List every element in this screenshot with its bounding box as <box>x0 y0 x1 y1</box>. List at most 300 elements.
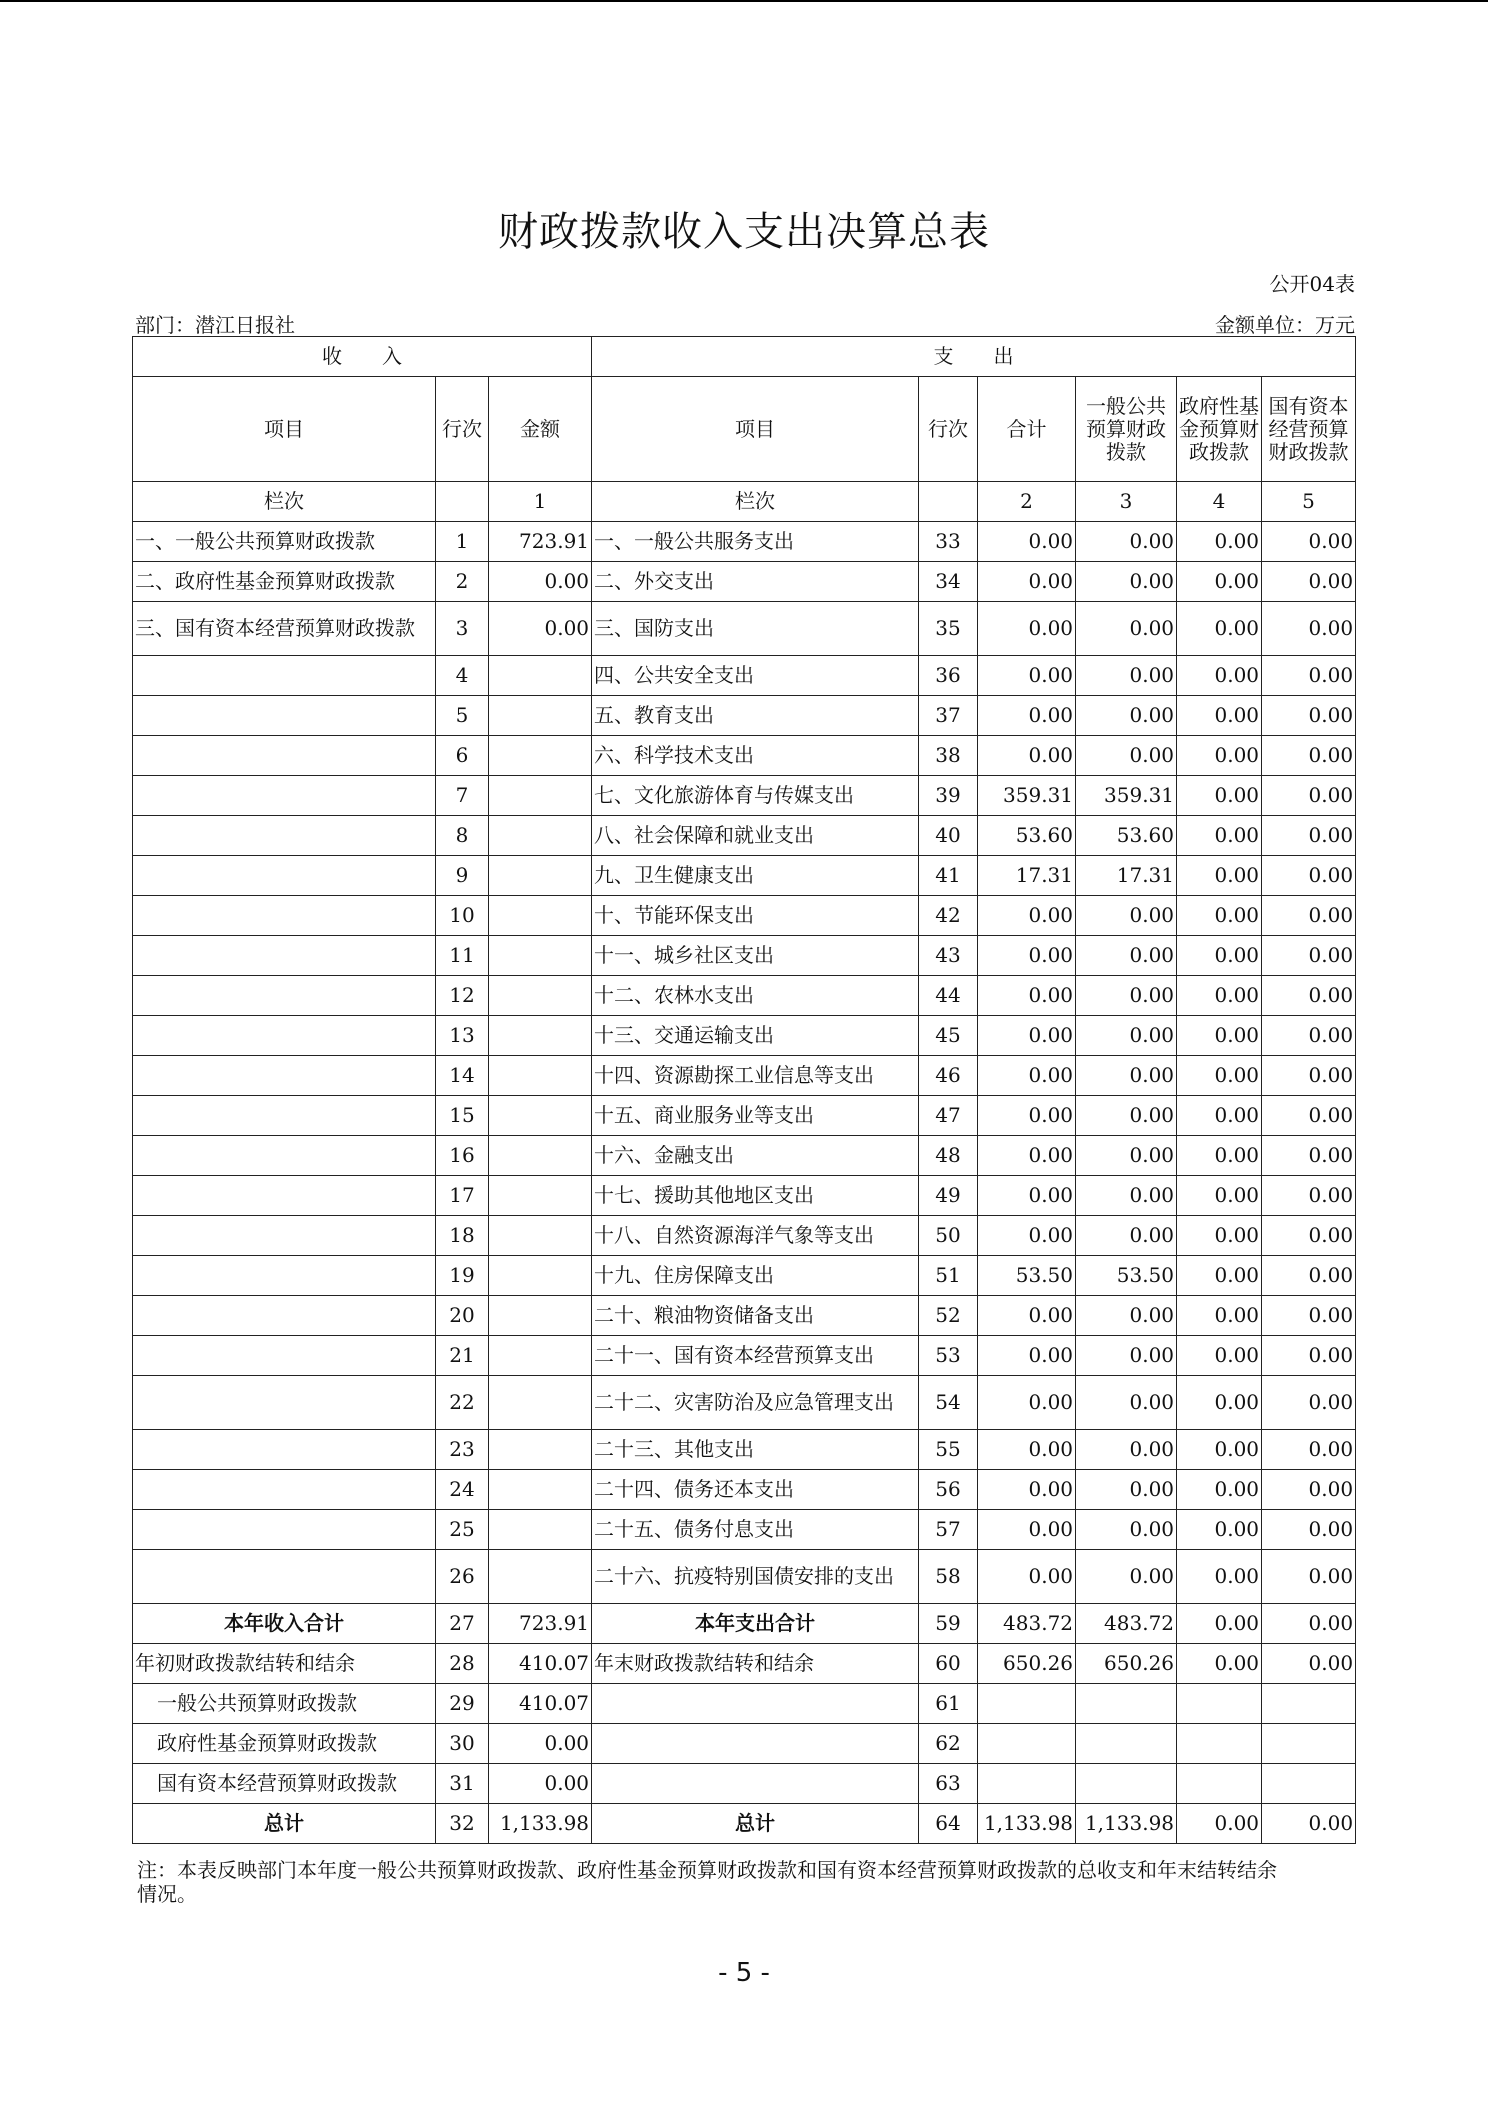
total-header: 合计 <box>978 377 1076 482</box>
expense-item-cell: 十一、城乡社区支出 <box>592 936 919 976</box>
gov-fund-cell <box>1177 1724 1262 1764</box>
gov-fund-cell: 0.00 <box>1177 602 1262 656</box>
income-line-no-cell: 31 <box>436 1764 489 1804</box>
income-amount-cell <box>489 1176 592 1216</box>
expense-item-cell: 十五、商业服务业等支出 <box>592 1096 919 1136</box>
income-amount-cell <box>489 1096 592 1136</box>
state-capital-cell: 0.00 <box>1262 1176 1356 1216</box>
table-row <box>133 602 1356 656</box>
general-budget-cell: 0.00 <box>1076 696 1177 736</box>
income-line-no-cell: 32 <box>436 1804 489 1844</box>
gov-fund-cell: 0.00 <box>1177 896 1262 936</box>
table-row <box>133 1430 1356 1470</box>
gov-fund-cell <box>1177 1764 1262 1804</box>
table-row <box>133 1604 1356 1644</box>
expense-item-cell: 十七、援助其他地区支出 <box>592 1176 919 1216</box>
expense-line-no-cell: 63 <box>919 1764 978 1804</box>
table-row <box>133 1764 1356 1804</box>
table-row <box>133 1684 1356 1724</box>
expense-item-cell: 二十二、灾害防治及应急管理支出 <box>592 1376 919 1430</box>
state-capital-cell: 0.00 <box>1262 816 1356 856</box>
col-index-3: 3 <box>1076 482 1177 522</box>
state-capital-cell: 0.00 <box>1262 696 1356 736</box>
state-capital-cell: 0.00 <box>1262 1510 1356 1550</box>
income-line-no-cell: 9 <box>436 856 489 896</box>
table-row <box>133 736 1356 776</box>
state-capital-cell: 0.00 <box>1262 562 1356 602</box>
general-budget-cell: 0.00 <box>1076 1216 1177 1256</box>
state-capital-cell <box>1262 1764 1356 1804</box>
expense-section-header: 支 出 <box>592 337 1356 377</box>
expense-line-no-cell: 48 <box>919 1136 978 1176</box>
expense-line-no-cell: 58 <box>919 1550 978 1604</box>
expense-line-no-cell: 52 <box>919 1296 978 1336</box>
expense-line-no-cell: 38 <box>919 736 978 776</box>
total-cell <box>978 1724 1076 1764</box>
general-budget-cell: 0.00 <box>1076 1296 1177 1336</box>
state-capital-cell: 0.00 <box>1262 856 1356 896</box>
col-index-empty <box>436 482 489 522</box>
expense-item-cell: 二十五、债务付息支出 <box>592 1510 919 1550</box>
total-cell: 0.00 <box>978 602 1076 656</box>
gov-fund-cell: 0.00 <box>1177 1376 1262 1430</box>
col-index-5: 5 <box>1262 482 1356 522</box>
income-item-cell <box>133 1470 436 1510</box>
col-label-income: 栏次 <box>133 482 436 522</box>
total-cell: 0.00 <box>978 1136 1076 1176</box>
state-capital-cell <box>1262 1724 1356 1764</box>
income-item-cell <box>133 1376 436 1430</box>
total-cell: 0.00 <box>978 1430 1076 1470</box>
income-line-no-cell: 1 <box>436 522 489 562</box>
income-amount-cell <box>489 1550 592 1604</box>
income-amount-cell <box>489 896 592 936</box>
income-item-cell <box>133 1016 436 1056</box>
income-item-cell: 年初财政拨款结转和结余 <box>133 1644 436 1684</box>
col-label-expense: 栏次 <box>592 482 919 522</box>
expense-line-no-cell: 56 <box>919 1470 978 1510</box>
gov-fund-cell: 0.00 <box>1177 1016 1262 1056</box>
income-item-cell <box>133 776 436 816</box>
general-budget-cell: 650.26 <box>1076 1644 1177 1684</box>
income-amount-cell: 0.00 <box>489 602 592 656</box>
income-line-no-cell: 21 <box>436 1336 489 1376</box>
income-amount-cell <box>489 1136 592 1176</box>
general-budget-cell: 0.00 <box>1076 656 1177 696</box>
gov-fund-cell: 0.00 <box>1177 1550 1262 1604</box>
total-cell: 0.00 <box>978 1510 1076 1550</box>
expense-item-cell: 十四、资源勘探工业信息等支出 <box>592 1056 919 1096</box>
income-amount-cell <box>489 696 592 736</box>
income-line-no-cell: 11 <box>436 936 489 976</box>
gov-fund-cell: 0.00 <box>1177 1644 1262 1684</box>
state-capital-header: 国有资本经营预算财政拨款 <box>1262 377 1356 482</box>
income-line-no-cell: 27 <box>436 1604 489 1644</box>
expense-line-no-cell: 46 <box>919 1056 978 1096</box>
expense-item-cell <box>592 1764 919 1804</box>
state-capital-cell: 0.00 <box>1262 1430 1356 1470</box>
general-budget-cell: 0.00 <box>1076 522 1177 562</box>
income-item-cell <box>133 816 436 856</box>
expense-item-cell: 四、公共安全支出 <box>592 656 919 696</box>
income-amount-cell <box>489 1016 592 1056</box>
general-budget-header: 一般公共预算财政拨款 <box>1076 377 1177 482</box>
expense-item-cell: 十九、住房保障支出 <box>592 1256 919 1296</box>
income-item-cell: 二、政府性基金预算财政拨款 <box>133 562 436 602</box>
general-budget-cell: 0.00 <box>1076 936 1177 976</box>
expense-line-no-cell: 54 <box>919 1376 978 1430</box>
expense-item-cell: 年末财政拨款结转和结余 <box>592 1644 919 1684</box>
income-item-cell <box>133 1430 436 1470</box>
total-cell: 0.00 <box>978 1336 1076 1376</box>
state-capital-cell: 0.00 <box>1262 1256 1356 1296</box>
general-budget-cell: 0.00 <box>1076 1510 1177 1550</box>
total-cell: 53.60 <box>978 816 1076 856</box>
table-row <box>133 656 1356 696</box>
table-row <box>133 1550 1356 1604</box>
general-budget-cell: 1,133.98 <box>1076 1804 1177 1844</box>
expense-line-no-cell: 57 <box>919 1510 978 1550</box>
income-line-no-cell: 7 <box>436 776 489 816</box>
expense-line-no-cell: 61 <box>919 1684 978 1724</box>
income-item-cell <box>133 736 436 776</box>
table-row <box>133 1724 1356 1764</box>
income-amount-cell: 0.00 <box>489 1764 592 1804</box>
total-cell: 650.26 <box>978 1644 1076 1684</box>
income-item-cell <box>133 856 436 896</box>
income-line-no-cell: 20 <box>436 1296 489 1336</box>
income-amount-cell <box>489 1256 592 1296</box>
total-cell: 0.00 <box>978 562 1076 602</box>
income-amount-cell <box>489 816 592 856</box>
table-row <box>133 1096 1356 1136</box>
income-item-cell: 本年收入合计 <box>133 1604 436 1644</box>
expense-item-cell: 二十六、抗疫特别国债安排的支出 <box>592 1550 919 1604</box>
column-index-row <box>133 482 1356 522</box>
income-amount-cell: 723.91 <box>489 522 592 562</box>
general-budget-cell: 0.00 <box>1076 1056 1177 1096</box>
income-line-no-cell: 23 <box>436 1430 489 1470</box>
state-capital-cell: 0.00 <box>1262 1604 1356 1644</box>
table-row <box>133 1336 1356 1376</box>
expense-item-cell: 一、一般公共服务支出 <box>592 522 919 562</box>
income-amount-cell: 0.00 <box>489 1724 592 1764</box>
income-item-cell <box>133 976 436 1016</box>
expense-item-cell: 二十四、债务还本支出 <box>592 1470 919 1510</box>
table-row <box>133 1644 1356 1684</box>
expense-line-no-cell: 53 <box>919 1336 978 1376</box>
page-title: 财政拨款收入支出决算总表 <box>498 209 990 255</box>
income-item-cell: 国有资本经营预算财政拨款 <box>133 1764 436 1804</box>
income-line-no-cell: 26 <box>436 1550 489 1604</box>
total-cell: 0.00 <box>978 936 1076 976</box>
income-amount-header: 金额 <box>489 377 592 482</box>
income-item-cell <box>133 696 436 736</box>
gov-fund-cell: 0.00 <box>1177 1216 1262 1256</box>
expense-line-no-cell: 35 <box>919 602 978 656</box>
table-row <box>133 1296 1356 1336</box>
income-amount-cell: 410.07 <box>489 1684 592 1724</box>
state-capital-cell: 0.00 <box>1262 1644 1356 1684</box>
total-cell: 0.00 <box>978 522 1076 562</box>
income-line-no-cell: 13 <box>436 1016 489 1056</box>
gov-fund-cell: 0.00 <box>1177 1336 1262 1376</box>
income-line-no-cell: 10 <box>436 896 489 936</box>
income-line-no-cell: 15 <box>436 1096 489 1136</box>
expense-line-no-cell: 45 <box>919 1016 978 1056</box>
state-capital-cell: 0.00 <box>1262 656 1356 696</box>
general-budget-cell: 0.00 <box>1076 1336 1177 1376</box>
income-amount-cell <box>489 936 592 976</box>
total-cell: 1,133.98 <box>978 1804 1076 1844</box>
income-line-no-cell: 16 <box>436 1136 489 1176</box>
expense-line-no-cell: 59 <box>919 1604 978 1644</box>
state-capital-cell: 0.00 <box>1262 1336 1356 1376</box>
col-index-4: 4 <box>1177 482 1262 522</box>
expense-item-cell: 十二、农林水支出 <box>592 976 919 1016</box>
state-capital-cell: 0.00 <box>1262 736 1356 776</box>
income-line-no-cell: 8 <box>436 816 489 856</box>
income-line-no-header: 行次 <box>436 377 489 482</box>
state-capital-cell: 0.00 <box>1262 1056 1356 1096</box>
expense-line-no-cell: 49 <box>919 1176 978 1216</box>
general-budget-cell: 0.00 <box>1076 562 1177 602</box>
income-item-cell <box>133 896 436 936</box>
expense-item-cell: 本年支出合计 <box>592 1604 919 1644</box>
general-budget-cell: 0.00 <box>1076 1430 1177 1470</box>
total-cell <box>978 1764 1076 1804</box>
income-amount-cell <box>489 776 592 816</box>
income-amount-cell <box>489 1510 592 1550</box>
total-cell: 0.00 <box>978 696 1076 736</box>
gov-fund-cell: 0.00 <box>1177 816 1262 856</box>
total-cell: 0.00 <box>978 1056 1076 1096</box>
state-capital-cell: 0.00 <box>1262 1376 1356 1430</box>
income-line-no-cell: 24 <box>436 1470 489 1510</box>
table-number: 公开04表 <box>1269 272 1355 296</box>
expense-line-no-cell: 37 <box>919 696 978 736</box>
header-row-columns <box>133 377 1356 482</box>
page-number: - 5 - <box>718 1958 770 1988</box>
table-row <box>133 976 1356 1016</box>
gov-fund-cell: 0.00 <box>1177 1804 1262 1844</box>
header-row-sections <box>133 337 1356 377</box>
general-budget-cell: 0.00 <box>1076 1550 1177 1604</box>
expense-item-cell: 二、外交支出 <box>592 562 919 602</box>
expense-line-no-cell: 62 <box>919 1724 978 1764</box>
general-budget-cell: 0.00 <box>1076 896 1177 936</box>
total-cell: 0.00 <box>978 976 1076 1016</box>
state-capital-cell: 0.00 <box>1262 896 1356 936</box>
table-row <box>133 1056 1356 1096</box>
total-cell: 0.00 <box>978 656 1076 696</box>
unit-label: 金额单位：万元 <box>1215 313 1355 337</box>
table-row <box>133 776 1356 816</box>
state-capital-cell: 0.00 <box>1262 1216 1356 1256</box>
income-line-no-cell: 17 <box>436 1176 489 1216</box>
col-index-1: 1 <box>489 482 592 522</box>
income-line-no-cell: 22 <box>436 1376 489 1430</box>
income-line-no-cell: 3 <box>436 602 489 656</box>
table-row <box>133 1216 1356 1256</box>
income-line-no-cell: 5 <box>436 696 489 736</box>
expense-line-no-cell: 60 <box>919 1644 978 1684</box>
gov-fund-cell: 0.00 <box>1177 696 1262 736</box>
income-line-no-cell: 29 <box>436 1684 489 1724</box>
general-budget-cell: 53.50 <box>1076 1256 1177 1296</box>
top-border-line <box>0 0 1488 2</box>
expense-line-no-cell: 55 <box>919 1430 978 1470</box>
gov-fund-cell: 0.00 <box>1177 1256 1262 1296</box>
total-cell: 0.00 <box>978 1376 1076 1430</box>
state-capital-cell: 0.00 <box>1262 1096 1356 1136</box>
gov-fund-cell: 0.00 <box>1177 1604 1262 1644</box>
general-budget-cell <box>1076 1764 1177 1804</box>
income-item-cell <box>133 656 436 696</box>
expense-item-cell: 二十一、国有资本经营预算支出 <box>592 1336 919 1376</box>
state-capital-cell: 0.00 <box>1262 1016 1356 1056</box>
expense-line-no-cell: 34 <box>919 562 978 602</box>
state-capital-cell: 0.00 <box>1262 1470 1356 1510</box>
expense-line-no-cell: 42 <box>919 896 978 936</box>
gov-fund-cell: 0.00 <box>1177 936 1262 976</box>
total-cell: 0.00 <box>978 1296 1076 1336</box>
state-capital-cell: 0.00 <box>1262 1550 1356 1604</box>
general-budget-cell: 0.00 <box>1076 1016 1177 1056</box>
general-budget-cell: 0.00 <box>1076 1176 1177 1216</box>
income-line-no-cell: 28 <box>436 1644 489 1684</box>
general-budget-cell: 0.00 <box>1076 1376 1177 1430</box>
income-amount-cell <box>489 1376 592 1430</box>
gov-fund-cell: 0.00 <box>1177 1470 1262 1510</box>
table-row <box>133 1376 1356 1430</box>
income-line-no-cell: 19 <box>436 1256 489 1296</box>
income-item-cell <box>133 1176 436 1216</box>
table-row <box>133 1016 1356 1056</box>
income-amount-cell <box>489 1216 592 1256</box>
expense-item-cell <box>592 1724 919 1764</box>
expense-item-cell: 十三、交通运输支出 <box>592 1016 919 1056</box>
income-item-header: 项目 <box>133 377 436 482</box>
general-budget-cell: 483.72 <box>1076 1604 1177 1644</box>
expense-item-cell: 九、卫生健康支出 <box>592 856 919 896</box>
general-budget-cell: 0.00 <box>1076 1470 1177 1510</box>
col-index-empty <box>919 482 978 522</box>
income-amount-cell: 723.91 <box>489 1604 592 1644</box>
total-cell: 17.31 <box>978 856 1076 896</box>
footnote: 注：本表反映部门本年度一般公共预算财政拨款、政府性基金预算财政拨款和国有资本经营预算财政拨款的总收支和年末结转结余情况。 <box>137 1858 1277 1906</box>
gov-fund-cell: 0.00 <box>1177 776 1262 816</box>
table-row <box>133 896 1356 936</box>
total-cell: 483.72 <box>978 1604 1076 1644</box>
gov-fund-cell: 0.00 <box>1177 522 1262 562</box>
income-item-cell: 政府性基金预算财政拨款 <box>133 1724 436 1764</box>
table-row <box>133 1510 1356 1550</box>
expense-item-cell: 六、科学技术支出 <box>592 736 919 776</box>
general-budget-cell: 53.60 <box>1076 816 1177 856</box>
expense-line-no-cell: 33 <box>919 522 978 562</box>
col-index-2: 2 <box>978 482 1076 522</box>
general-budget-cell: 17.31 <box>1076 856 1177 896</box>
income-amount-cell <box>489 1336 592 1376</box>
gov-fund-cell: 0.00 <box>1177 1176 1262 1216</box>
state-capital-cell <box>1262 1684 1356 1724</box>
income-amount-cell <box>489 856 592 896</box>
expense-item-cell: 十八、自然资源海洋气象等支出 <box>592 1216 919 1256</box>
expense-item-cell <box>592 1684 919 1724</box>
income-item-cell <box>133 936 436 976</box>
income-amount-cell: 1,133.98 <box>489 1804 592 1844</box>
total-cell: 0.00 <box>978 1470 1076 1510</box>
expense-item-cell: 总计 <box>592 1804 919 1844</box>
table-row <box>133 816 1356 856</box>
expense-item-cell: 八、社会保障和就业支出 <box>592 816 919 856</box>
expense-item-cell: 七、文化旅游体育与传媒支出 <box>592 776 919 816</box>
table-row <box>133 1256 1356 1296</box>
income-item-cell <box>133 1336 436 1376</box>
gov-fund-cell: 0.00 <box>1177 1430 1262 1470</box>
gov-fund-cell: 0.00 <box>1177 562 1262 602</box>
income-line-no-cell: 2 <box>436 562 489 602</box>
total-cell: 0.00 <box>978 1550 1076 1604</box>
general-budget-cell <box>1076 1724 1177 1764</box>
expense-item-cell: 二十、粮油物资储备支出 <box>592 1296 919 1336</box>
income-line-no-cell: 30 <box>436 1724 489 1764</box>
total-cell: 0.00 <box>978 1216 1076 1256</box>
expense-line-no-cell: 41 <box>919 856 978 896</box>
income-item-cell: 一般公共预算财政拨款 <box>133 1684 436 1724</box>
income-amount-cell <box>489 1470 592 1510</box>
table-row <box>133 856 1356 896</box>
income-amount-cell <box>489 1296 592 1336</box>
gov-fund-cell: 0.00 <box>1177 1296 1262 1336</box>
state-capital-cell: 0.00 <box>1262 1804 1356 1844</box>
expense-item-cell: 十、节能环保支出 <box>592 896 919 936</box>
expense-item-cell: 十六、金融支出 <box>592 1136 919 1176</box>
state-capital-cell: 0.00 <box>1262 976 1356 1016</box>
total-cell: 0.00 <box>978 896 1076 936</box>
income-amount-cell <box>489 976 592 1016</box>
general-budget-cell: 0.00 <box>1076 1136 1177 1176</box>
expense-line-no-cell: 36 <box>919 656 978 696</box>
general-budget-cell <box>1076 1684 1177 1724</box>
income-item-cell: 三、国有资本经营预算财政拨款 <box>133 602 436 656</box>
total-cell: 53.50 <box>978 1256 1076 1296</box>
income-amount-cell <box>489 1430 592 1470</box>
income-item-cell <box>133 1096 436 1136</box>
income-line-no-cell: 18 <box>436 1216 489 1256</box>
expense-line-no-cell: 40 <box>919 816 978 856</box>
expense-line-no-cell: 44 <box>919 976 978 1016</box>
total-cell: 0.00 <box>978 736 1076 776</box>
table-row <box>133 936 1356 976</box>
income-amount-cell <box>489 736 592 776</box>
table-row <box>133 1136 1356 1176</box>
income-item-cell <box>133 1510 436 1550</box>
state-capital-cell: 0.00 <box>1262 1136 1356 1176</box>
gov-fund-cell: 0.00 <box>1177 1056 1262 1096</box>
expense-line-no-cell: 50 <box>919 1216 978 1256</box>
income-item-cell <box>133 1136 436 1176</box>
expense-item-cell: 五、教育支出 <box>592 696 919 736</box>
state-capital-cell: 0.00 <box>1262 522 1356 562</box>
state-capital-cell: 0.00 <box>1262 1296 1356 1336</box>
income-amount-cell <box>489 656 592 696</box>
table-row <box>133 696 1356 736</box>
gov-fund-cell <box>1177 1684 1262 1724</box>
income-line-no-cell: 14 <box>436 1056 489 1096</box>
income-item-cell <box>133 1216 436 1256</box>
